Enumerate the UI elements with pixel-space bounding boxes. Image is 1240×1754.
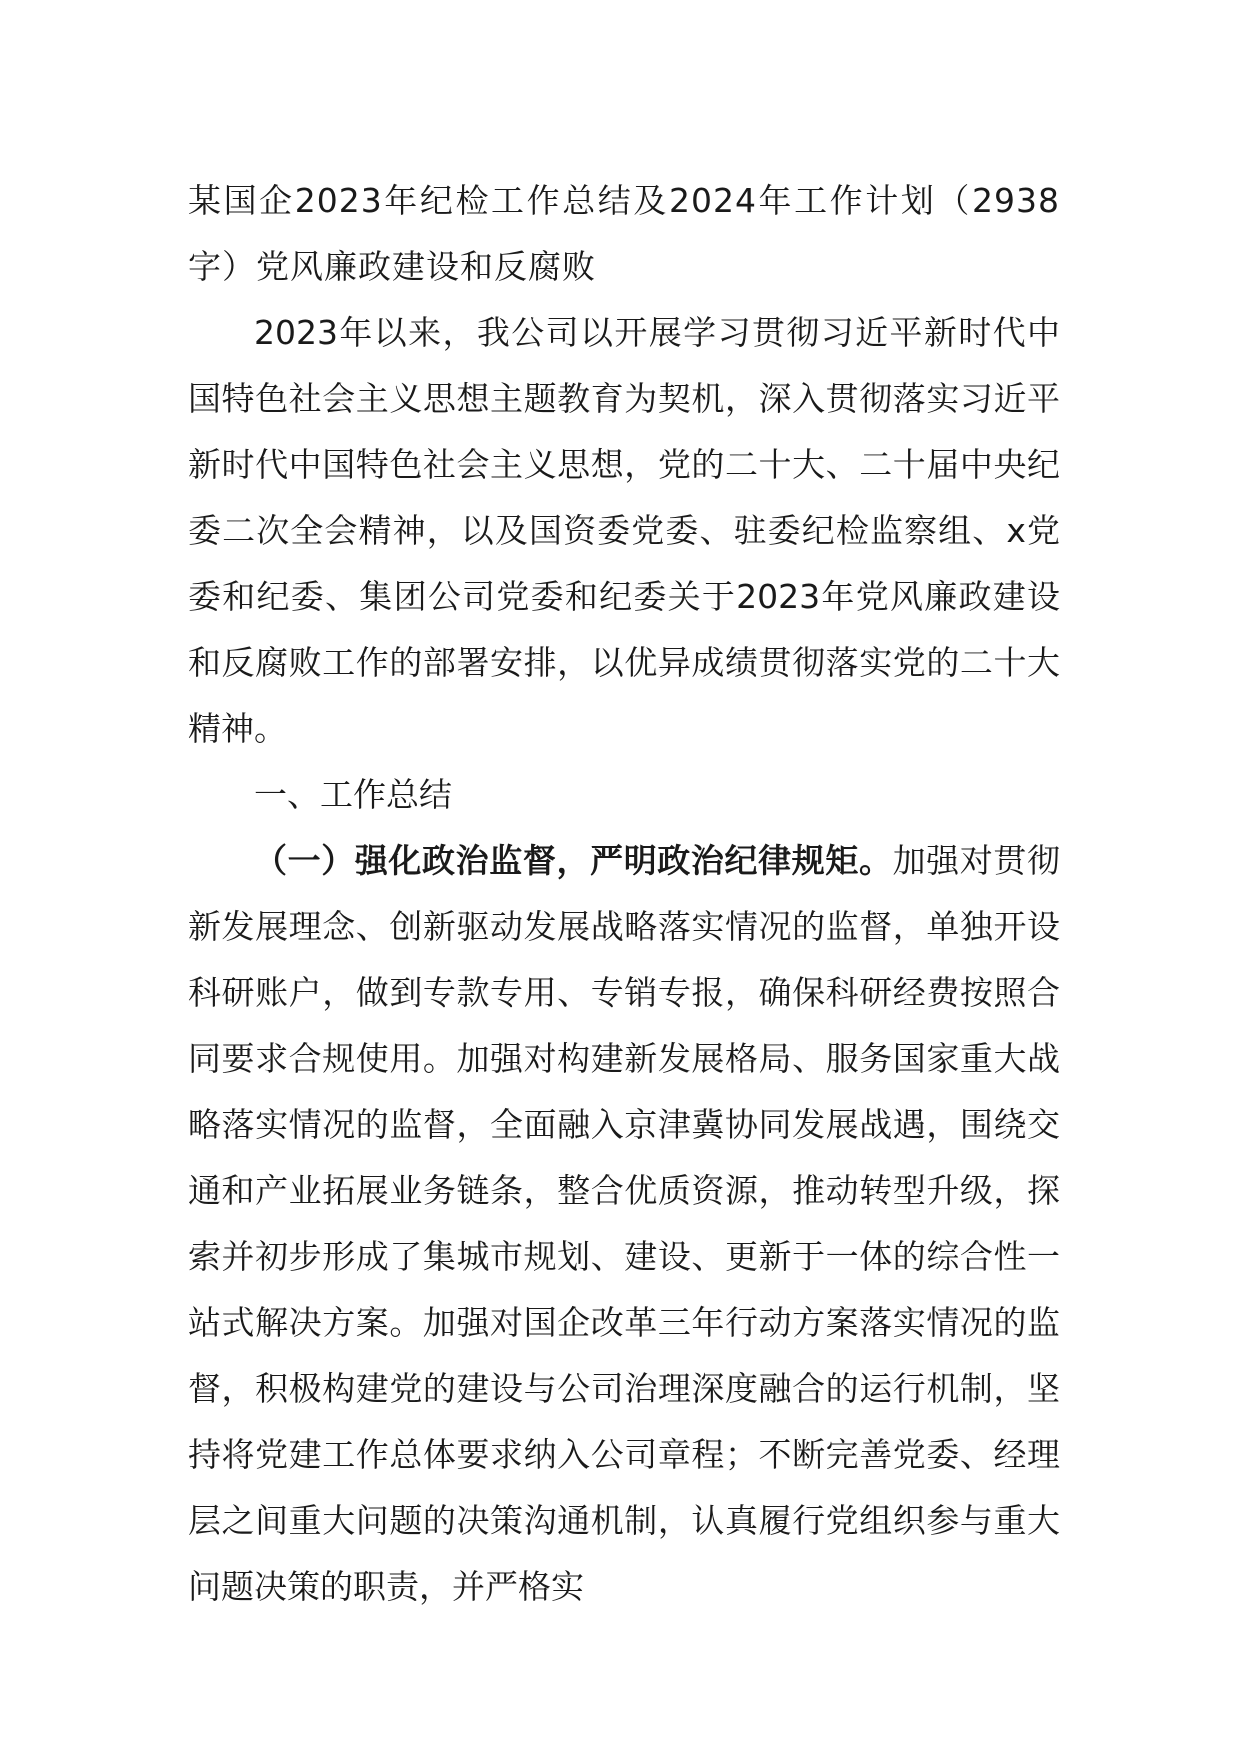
intro-paragraph: 2023年以来，我公司以开展学习贯彻习近平新时代中国特色社会主义思想主题教育为契机，深入贯彻落实习近平新时代中国特色社会主义思想，党的二十大、二十届中央纪委二次全会精神，以及国资委党委、驻委纪检监察组、x党委和纪委、集团公司党委和纪委关于2023年党风廉政建设和反腐败工作的部署安排，以优异成绩贯彻落实党的二十大精神。 <box>188 313 1060 748</box>
subsection-body: 加强对贯彻新发展理念、创新驱动发展战略落实情况的监督，单独开设科研账户，做到专款专用、专销专报，确保科研经费按照合同要求合规使用。加强对构建新发展格局、服务国家重大战略落实情况的监督，全面融入京津冀协同发展战遇，围绕交通和产业拓展业务链条，整合优质资源，推动转型升级，探索并初步形成了集城市规划、建设、更新于一体的综合性一站式解决方案。加强对国企改革三年行动方案落实情况的监督，积极构建党的建设与公司治理深度融合的运行机制，坚持将党建工作总体要求纳入公司章程；不断完善党委、经理层之间重大问题的决策沟通机制，认真履行党组织参与重大问题决策的职责，并严格实 <box>188 841 1061 1606</box>
section-heading: 一、工作总结 <box>254 775 452 814</box>
document-body <box>188 168 1060 1620</box>
document-title: 某国企2023年纪检工作总结及2024年工作计划（2938字）党风廉政建设和反腐败 <box>188 181 1060 286</box>
subsection-paragraph <box>188 828 1060 1620</box>
subsection-lead: （一）强化政治监督，严明政治纪律规矩。 <box>254 841 893 880</box>
